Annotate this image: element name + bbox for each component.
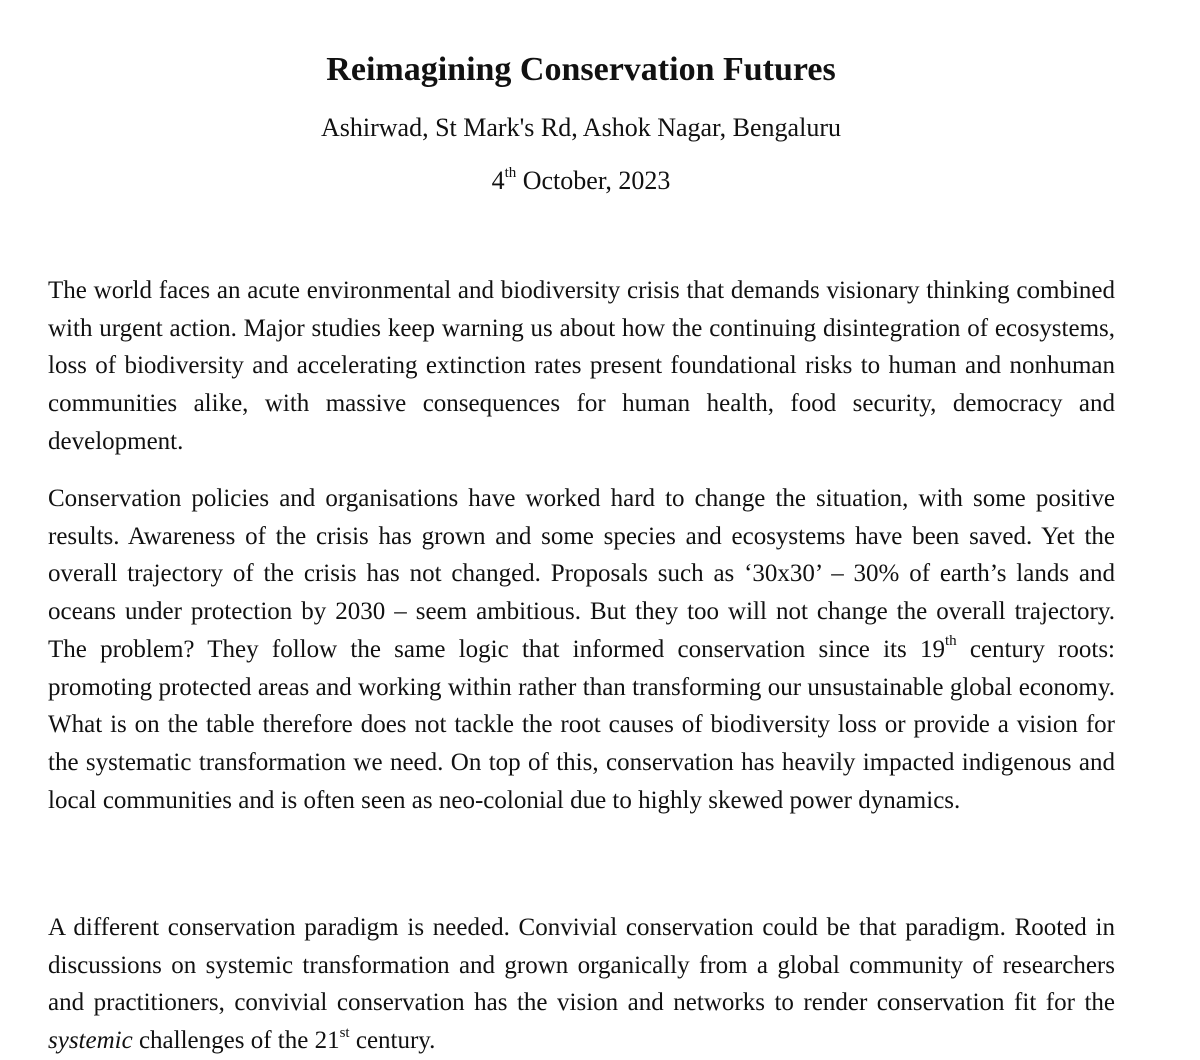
paragraph-convivial-text-a: A different conservation paradigm is needed. Convivial conservation could be that paradigm. Rooted in discussions on systemic transformation and grown organically from a global community of researchers and practitioners, convivial conservation has the vision and networks to render conservation fit for the [48, 914, 1115, 1017]
paragraph-policies [48, 480, 1115, 819]
paragraph-convivial [48, 909, 1115, 1060]
date-month-year: October, 2023 [516, 166, 671, 195]
paragraph-convivial-text-c: century. [349, 1027, 436, 1055]
paragraph-policies-text-a: Conservation policies and organisations have worked hard to change the situation, with some positive results. Awareness of the crisis has grown and some species and ecosystems have been saved. Yet the overall trajectory of the crisis has not changed. Proposals such as ‘30x30’ – 30% of earth’s lands and oceans under protection by 2030 – seem ambitious. But they too will not change the overall trajectory. The problem? They follow the same logic that informed conservation since its 19 [48, 485, 1115, 663]
century-ordinal-suffix-21: st [339, 1024, 350, 1041]
event-venue: Ashirwad, St Mark's Rd, Ashok Nagar, Bengaluru [321, 113, 841, 142]
paragraph-policies-text-b: century roots: promoting protected areas and working within rather than transforming our unsustainable global economy. What is on the table therefore does not tackle the root causes of biodiversity loss or provide a vision for the systematic transformation we need. On top of this, conservation has heavily impacted indigenous and local communities and is often seen as neo-colonial due to highly skewed power dynamics. [48, 635, 1115, 814]
document-title: Reimagining Conservation Futures [326, 51, 836, 88]
date-ordinal-suffix: th [504, 165, 517, 182]
paragraph-convivial-text-b: challenges of the 21 [132, 1027, 340, 1055]
century-ordinal-suffix: th [944, 633, 957, 650]
paragraph-crisis: The world faces an acute environmental and biodiversity crisis that demands visionary thinking combined with urgent action. Major studies keep warning us about how the continuing disintegration of ecosystems, loss of biodiversity and accelerating extinction rates present foundational risks to human and nonhuman communities alike, with massive consequences for human health, food security, democracy and development. [48, 277, 1115, 455]
emphasis-systemic: systemic [48, 1027, 133, 1055]
date-day: 4 [491, 166, 505, 195]
event-date [0, 163, 1162, 199]
